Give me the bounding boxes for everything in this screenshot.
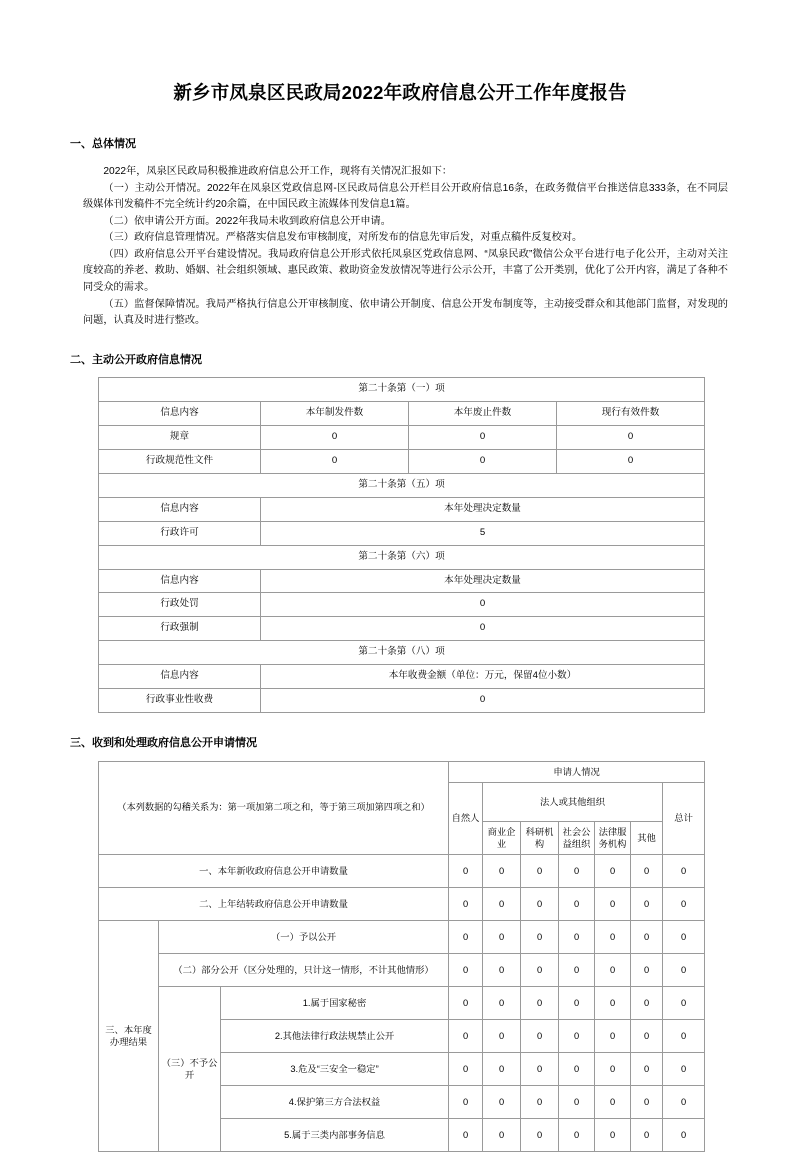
table-row [99, 854, 705, 887]
cell-value: 0 [631, 953, 663, 986]
cell-value: 0 [409, 449, 557, 473]
col-header-applicant-group: 申请人情况 [449, 761, 705, 782]
section-heading-proactive: 二、主动公开政府信息情况 [70, 353, 202, 366]
cell-value: 0 [521, 854, 559, 887]
group-label-year-result: 三、本年度办理结果 [99, 920, 159, 1151]
row-label-third-party-rights: 4.保护第三方合法权益 [221, 1085, 449, 1118]
col-header-content: 信息内容 [99, 401, 261, 425]
band-label-item5: 第二十条第（五）项 [99, 473, 705, 497]
cell-value: 0 [559, 986, 595, 1019]
cell-value: 0 [483, 887, 521, 920]
cell-value: 0 [483, 1019, 521, 1052]
cell-value: 0 [483, 920, 521, 953]
cell-value: 0 [483, 953, 521, 986]
table-header-row [99, 665, 705, 689]
band-label-item1: 第二十条第（一）项 [99, 378, 705, 402]
paragraph-info-management: （三）政府信息管理情况。严格落实信息发布审核制度，对所发布的信息先审后发，对重点稿件反复校对。 [103, 232, 583, 244]
cell-value: 0 [557, 425, 705, 449]
col-header-content: 信息内容 [99, 497, 261, 521]
cell-value: 0 [595, 1085, 631, 1118]
row-label-endanger-security: 3.危及“三安全一稳定” [221, 1052, 449, 1085]
paragraph-intro: 2022年，凤泉区民政局积极推进政府信息公开工作，现将有关情况汇报如下： [103, 166, 453, 178]
cell-value: 0 [261, 425, 409, 449]
row-label-regulation: 规章 [99, 425, 261, 449]
table-header-row [99, 401, 705, 425]
table-band-row [99, 641, 705, 665]
table-row [99, 521, 705, 545]
table-row [99, 953, 705, 986]
col-header-legal-entity-group: 法人或其他组织 [483, 782, 663, 821]
cell-value: 0 [261, 689, 705, 713]
row-label-admin-penalty: 行政处罚 [99, 593, 261, 617]
col-header-content: 信息内容 [99, 665, 261, 689]
cell-value: 0 [261, 617, 705, 641]
group-label-not-disclosed: （三）不予公开 [159, 986, 221, 1151]
cell-value: 0 [449, 887, 483, 920]
table-row [99, 689, 705, 713]
section-heading-overall: 一、总体情况 [70, 137, 136, 150]
cell-value: 0 [483, 986, 521, 1019]
cell-value: 0 [521, 1118, 559, 1151]
table-row [99, 593, 705, 617]
cell-value: 0 [631, 887, 663, 920]
cell-value: 0 [663, 953, 705, 986]
table-row [99, 887, 705, 920]
col-header-research-institution: 科研机构 [521, 821, 559, 854]
cell-value: 0 [449, 953, 483, 986]
cell-value: 0 [559, 1052, 595, 1085]
cell-value: 0 [483, 1085, 521, 1118]
table-band-row [99, 545, 705, 569]
col-header-legal-service-org: 法律服务机构 [595, 821, 631, 854]
cell-value: 0 [663, 1019, 705, 1052]
row-label-new-requests: 一、本年新收政府信息公开申请数量 [99, 854, 449, 887]
col-header-issued: 本年制发件数 [261, 401, 409, 425]
cell-value: 0 [663, 887, 705, 920]
cell-value: 0 [483, 1118, 521, 1151]
cell-value: 0 [559, 953, 595, 986]
cell-value: 0 [631, 1019, 663, 1052]
reconciliation-note: （本列数据的勾稽关系为：第一项加第二项之和，等于第三项加第四项之和） [99, 761, 449, 854]
cell-value: 0 [595, 986, 631, 1019]
table-row [99, 986, 705, 1019]
band-label-item8: 第二十条第（八）项 [99, 641, 705, 665]
cell-value: 0 [663, 1118, 705, 1151]
row-label-admin-license: 行政许可 [99, 521, 261, 545]
cell-value: 0 [557, 449, 705, 473]
information-request-table [98, 761, 705, 1152]
cell-value: 0 [663, 920, 705, 953]
cell-value: 0 [595, 1052, 631, 1085]
table-row [99, 920, 705, 953]
table-header-row [99, 569, 705, 593]
cell-value: 0 [631, 1118, 663, 1151]
cell-value: 0 [559, 1118, 595, 1151]
cell-value: 0 [663, 854, 705, 887]
cell-value: 0 [559, 1019, 595, 1052]
cell-value: 0 [559, 887, 595, 920]
row-label-admin-fee: 行政事业性收费 [99, 689, 261, 713]
row-label-state-secret: 1.属于国家秘密 [221, 986, 449, 1019]
table-row [99, 449, 705, 473]
cell-value: 5 [261, 521, 705, 545]
proactive-disclosure-table [98, 377, 705, 713]
cell-value: 0 [261, 593, 705, 617]
row-label-other-law-prohibited: 2.其他法律行政法规禁止公开 [221, 1019, 449, 1052]
col-header-other: 其他 [631, 821, 663, 854]
cell-value: 0 [595, 1118, 631, 1151]
cell-value: 0 [663, 1052, 705, 1085]
cell-value: 0 [521, 1019, 559, 1052]
row-label-disclosed: （一）予以公开 [159, 920, 449, 953]
cell-value: 0 [595, 854, 631, 887]
cell-value: 0 [521, 887, 559, 920]
cell-value: 0 [409, 425, 557, 449]
cell-value: 0 [449, 1085, 483, 1118]
col-header-commercial-enterprise: 商业企业 [483, 821, 521, 854]
row-label-partially-disclosed: （二）部分公开（区分处理的，只计这一情形，不计其他情形） [159, 953, 449, 986]
cell-value: 0 [559, 854, 595, 887]
cell-value: 0 [449, 1118, 483, 1151]
cell-value: 0 [631, 1085, 663, 1118]
col-header-decisions: 本年处理决定数量 [261, 569, 705, 593]
table-row [99, 617, 705, 641]
cell-value: 0 [521, 1052, 559, 1085]
row-label-internal-affairs: 5.属于三类内部事务信息 [221, 1118, 449, 1151]
cell-value: 0 [449, 1052, 483, 1085]
cell-value: 0 [483, 1052, 521, 1085]
cell-value: 0 [663, 986, 705, 1019]
paragraph-on-request: （二）依申请公开方面。2022年我局未收到政府信息公开申请。 [103, 215, 391, 227]
cell-value: 0 [521, 986, 559, 1019]
cell-value: 0 [521, 920, 559, 953]
col-header-decisions: 本年处理决定数量 [261, 497, 705, 521]
cell-value: 0 [595, 1019, 631, 1052]
band-label-item6: 第二十条第（六）项 [99, 545, 705, 569]
paragraph-platform: （四）政府信息公开平台建设情况。我局政府信息公开形式依托凤泉区党政信息网、“凤泉民政”微信公众平台进行电子化公开，主动对关注度较高的养老、救助、婚姻、社会组织领域、惠民政策、救助资金发放情况等进行公示公开，丰富了公开类别，优化了公开内容，满足了各种不同受众的需求。 [83, 248, 728, 293]
row-label-normative-doc: 行政规范性文件 [99, 449, 261, 473]
cell-value: 0 [559, 1085, 595, 1118]
col-header-public-welfare-org: 社会公益组织 [559, 821, 595, 854]
table-row [99, 425, 705, 449]
cell-value: 0 [449, 986, 483, 1019]
page-title: 新乡市凤泉区民政局2022年政府信息公开工作年度报告 [173, 82, 627, 103]
table-header-row [99, 761, 705, 782]
cell-value: 0 [449, 1019, 483, 1052]
cell-value: 0 [483, 854, 521, 887]
table-header-row [99, 497, 705, 521]
cell-value: 0 [663, 1085, 705, 1118]
section1-body [70, 164, 730, 329]
col-header-effective: 现行有效件数 [557, 401, 705, 425]
row-label-admin-compulsion: 行政强制 [99, 617, 261, 641]
paragraph-proactive-disclosure: （一）主动公开情况。2022年在凤泉区党政信息网-区民政局信息公开栏目公开政府信息16条，在政务微信平台推送信息333条，在不同层级媒体刊发稿件不完全统计约20余篇，在中国民政主流媒体刊发信息1篇。 [83, 182, 728, 211]
col-header-fee-amount: 本年收费金额（单位：万元，保留4位小数） [261, 665, 705, 689]
cell-value: 0 [261, 449, 409, 473]
cell-value: 0 [631, 1052, 663, 1085]
col-header-natural-person: 自然人 [449, 782, 483, 854]
col-header-total: 总计 [663, 782, 705, 854]
col-header-content: 信息内容 [99, 569, 261, 593]
cell-value: 0 [595, 920, 631, 953]
paragraph-supervision: （五）监督保障情况。我局严格执行信息公开审核制度、依申请公开制度、信息公开发布制度等，主动接受群众和其他部门监督，对发现的问题，认真及时进行整改。 [83, 298, 728, 327]
cell-value: 0 [521, 953, 559, 986]
cell-value: 0 [521, 1085, 559, 1118]
table-band-row [99, 473, 705, 497]
cell-value: 0 [449, 920, 483, 953]
cell-value: 0 [559, 920, 595, 953]
cell-value: 0 [631, 986, 663, 1019]
cell-value: 0 [595, 953, 631, 986]
section-heading-requests: 三、收到和处理政府信息公开申请情况 [70, 737, 257, 750]
col-header-abolished: 本年废止件数 [409, 401, 557, 425]
cell-value: 0 [449, 854, 483, 887]
cell-value: 0 [631, 920, 663, 953]
table-band-row [99, 378, 705, 402]
cell-value: 0 [595, 887, 631, 920]
cell-value: 0 [631, 854, 663, 887]
row-label-carryover-requests: 二、上年结转政府信息公开申请数量 [99, 887, 449, 920]
